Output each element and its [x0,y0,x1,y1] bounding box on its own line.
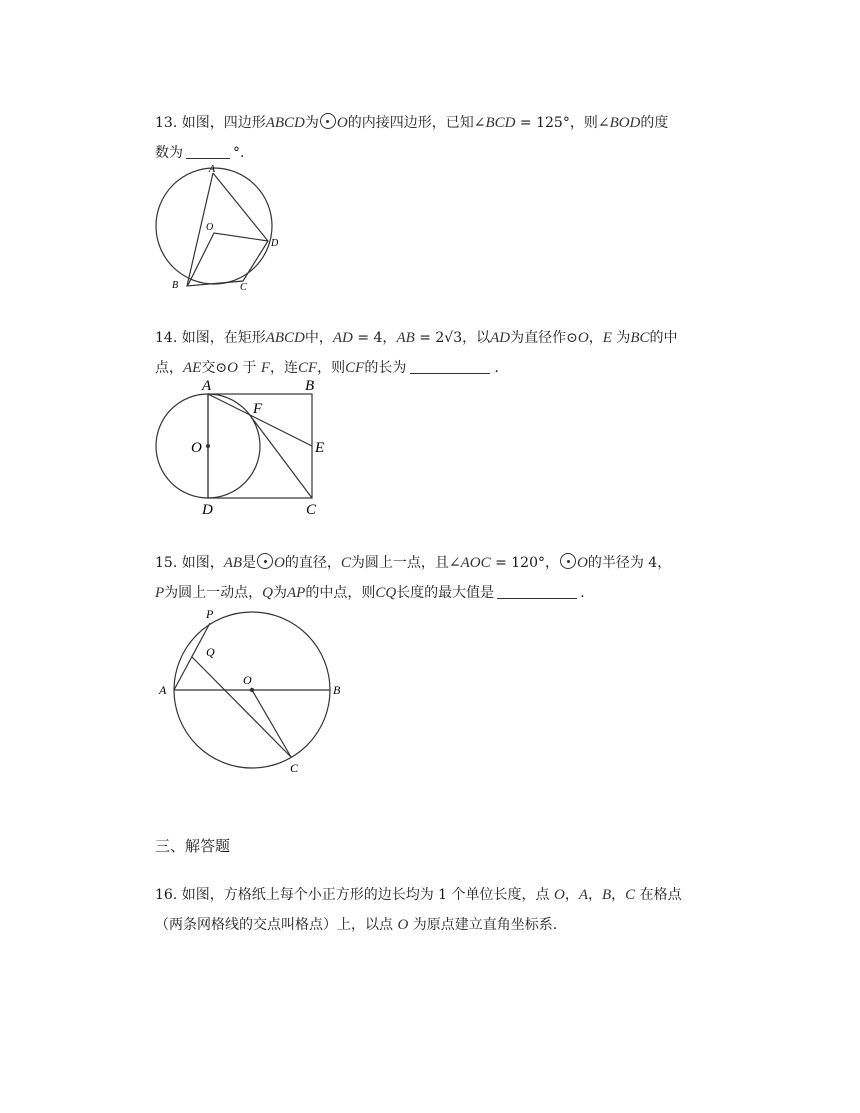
answer-blank[interactable] [186,144,230,159]
q15-ap: AP [287,585,306,601]
q14-label-d: D [202,502,213,518]
q15-label-c: C [290,761,299,775]
q16-b: B [602,887,612,903]
q15-text-f: 的半径为 4， [587,555,672,571]
q14-line2-d: ，连 [269,360,298,376]
q16-line2-b: 为原点建立直角坐标系. [408,917,558,933]
q14-label-b: B [305,378,315,394]
q15-q: Q [262,585,274,601]
q13-angle: BCD [485,115,516,131]
q13-text-a: 13. 如图，四边形 [155,115,266,131]
q14-label-a: A [202,378,212,394]
q14-line2-g: . [494,360,499,376]
q15-line2-b: 为 [273,585,288,601]
q13-text-c: 的内接四边形，已知∠ [347,115,486,131]
q16-c: C [625,887,636,903]
q13-label-a: A [209,164,216,175]
q14-line2-b: 交⊙ [201,360,228,376]
q15-label-p: P [206,607,214,621]
q16-text-c: ， [588,887,602,903]
q13-text-b: 为 [304,115,319,131]
q14-ad2: AD [490,330,511,346]
q15-label-b: B [333,683,341,697]
q14-label-c: C [306,502,317,518]
q14-o2: O [227,360,238,376]
q14-text-a: 14. 如图，在矩形 [155,330,266,346]
q14-ae: AE [183,360,202,376]
circle-o-symbol [560,553,576,569]
q14-cf2: CF [345,360,365,376]
q13-label-o: O [206,222,214,233]
q15-text-e: = 120°， [490,555,559,571]
q14-f-point: F [260,360,270,376]
q16-line2-a: （两条网格线的交点叫格点）上，以点 [155,917,398,933]
q14-text-e: 为直径作⊙ [510,330,578,346]
q14-figure [150,376,335,521]
answer-blank[interactable] [497,584,577,599]
q16-text-b: ， [564,887,579,903]
q15-line2-a: 为圆上一动点， [164,585,263,601]
q14-rect: ABCD [265,330,305,346]
q14-line1 [155,328,678,348]
q14-text-b: 中， [304,330,333,346]
q14-ab: AB [396,330,415,346]
q13-quad: ABCD [265,115,305,131]
q13-line1 [155,113,668,133]
q16-o: O [553,887,565,903]
q14-o: O [577,330,589,346]
q16-line1 [155,885,682,905]
q16-text-d: ， [611,887,626,903]
q14-cf: CF [297,360,318,376]
q14-label-f: F [253,401,263,417]
q14-ad: AD [332,330,353,346]
q13-angle2: BOD [609,115,641,131]
circle-o-symbol [320,113,336,129]
q13-text-d: = 125°，则∠ [515,115,610,131]
q16-a: A [578,887,588,903]
q15-c-point: C [340,555,351,571]
q15-circle: O [274,555,285,571]
q13-circle-label: O [336,115,348,131]
q15-label-a: A [159,683,167,697]
q15-p: P [155,585,165,601]
q15-text-c: 的直径， [284,555,341,571]
q14-label-e: E [315,440,325,456]
q13-label-c: C [240,282,247,293]
q13-text-e: 的度 [640,115,669,131]
q14-text-h: 的中 [649,330,678,346]
q13-label-b: B [172,280,179,291]
q14-e-point: E [602,330,612,346]
q15-text-a: 15. 如图， [155,555,224,571]
q15-text-d: 为圆上一点，且∠ [350,555,461,571]
q14-line2-a: 点， [155,360,183,376]
q15-line2-d: 长度的最大值是 [396,585,495,601]
q15-ab: AB [223,555,243,571]
q16-o2: O [397,917,409,933]
q13-line2-text: 数为 [155,145,183,161]
q15-line2-c: 的中点，则 [305,585,376,601]
q13-figure [150,160,290,300]
q13-line2-end: °. [233,145,245,161]
q15-label-o: O [243,673,252,687]
q14-line2-f: 的长为 [364,360,407,376]
q15-line1 [155,553,671,573]
q16-line2 [155,915,557,935]
answer-blank[interactable] [410,359,490,374]
q15-text-b: 是 [242,555,257,571]
q14-text-g: 为 [611,330,631,346]
q14-bc: BC [630,330,650,346]
q14-line2-c: 于 [237,360,261,376]
q16-text-a: 16. 如图，方格纸上每个小正方形的边长均为 1 个单位长度，点 [155,887,554,903]
q15-circle2: O [577,555,588,571]
q14-text-c: = 4， [352,330,397,346]
q15-aoc: AOC [460,555,491,571]
q14-line2 [155,358,499,378]
circle-o-symbol [257,553,273,569]
q14-line2-e: ，则 [317,360,346,376]
q14-label-o: O [191,440,202,456]
q16-text-e: 在格点 [635,887,682,903]
q15-figure [150,600,355,780]
q15-label-q: Q [206,645,215,659]
q14-text-f: ， [588,330,603,346]
section-heading: 三、解答题 [155,837,231,855]
q15-line2-e: . [580,585,585,601]
q15-cq: CQ [375,585,397,601]
q14-text-d: = 2√3，以 [414,330,491,346]
q13-label-d: D [271,238,279,249]
